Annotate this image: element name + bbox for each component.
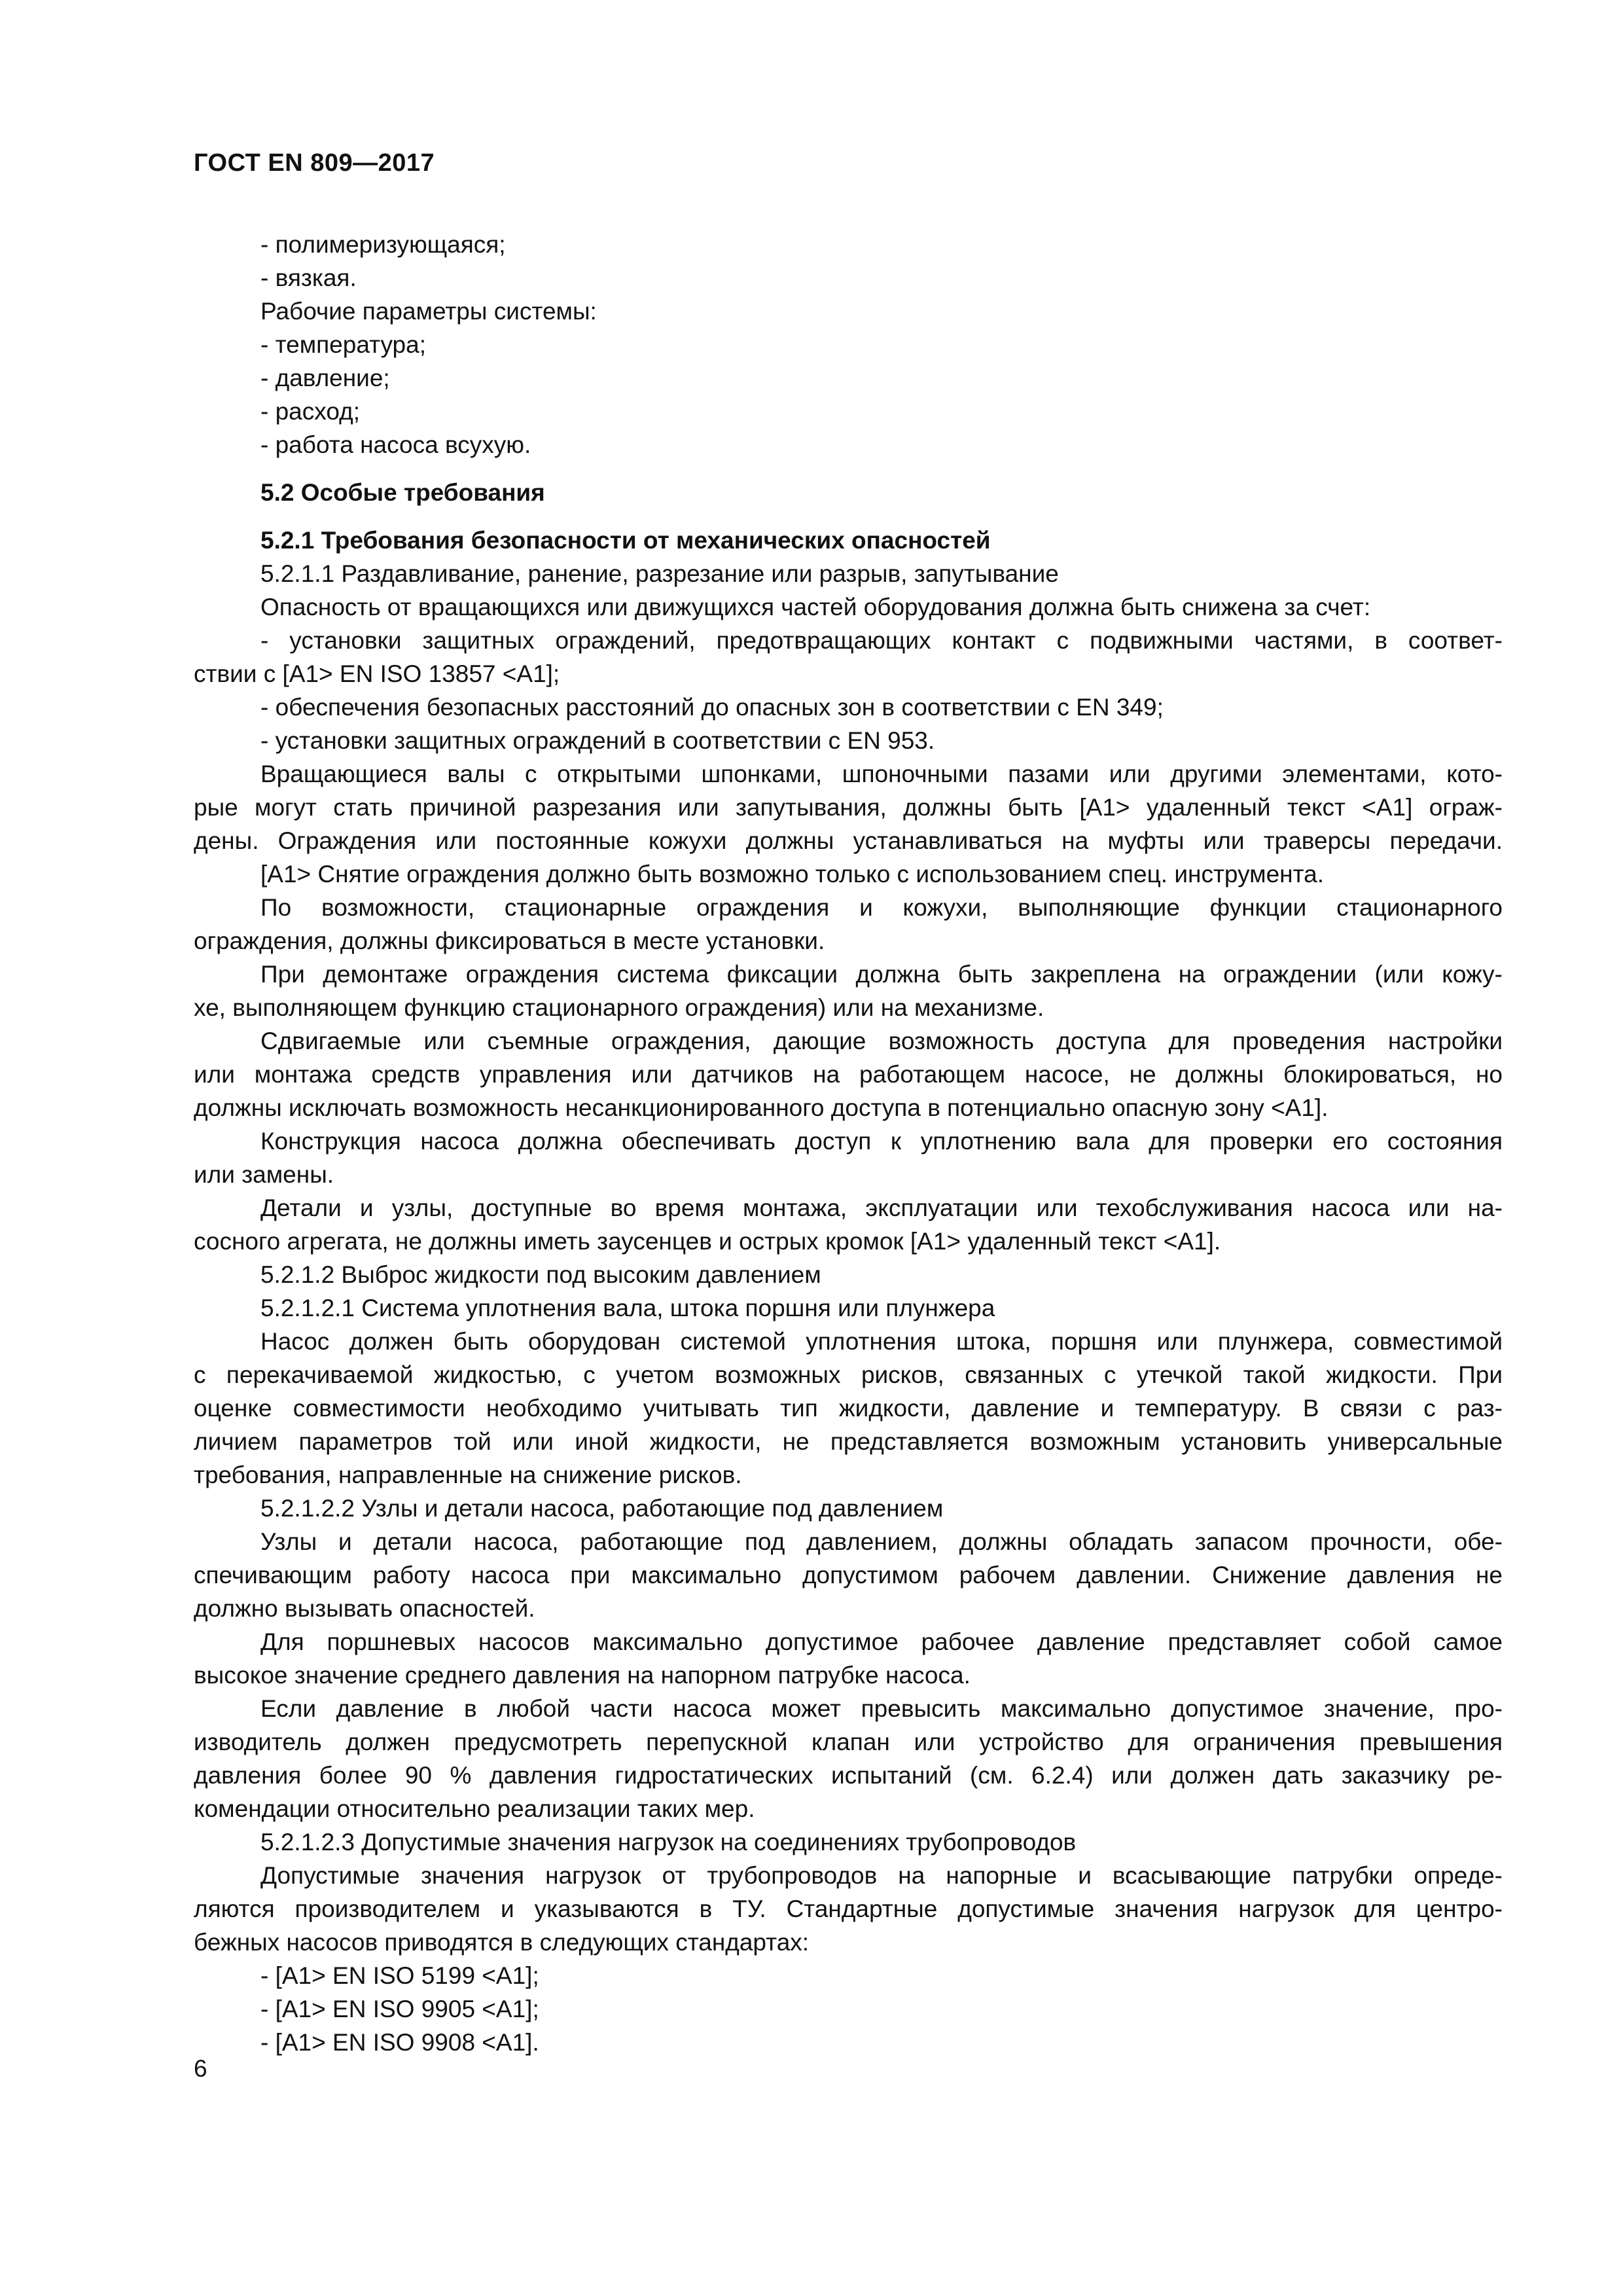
- paragraph-line: давления более 90 % давления гидростатических испытаний (см. 6.2.4) или должен дать заказчику ре-: [194, 1762, 1503, 1789]
- section-heading-5-2-1: 5.2.1 Требования безопасности от механических опасностей: [260, 527, 991, 554]
- paragraph-line: комендации относительно реализации таких мер.: [194, 1795, 755, 1822]
- document-body: [194, 228, 1503, 2059]
- paragraph-line: рые могут стать причиной разрезания или запутывания, должны быть [А1> удаленный текст <А1] ограж-: [194, 794, 1503, 821]
- list-item: - расход;: [260, 398, 360, 425]
- paragraph-line: ограждения, должны фиксироваться в месте установки.: [194, 927, 825, 954]
- paragraph-line: дены. Ограждения или постоянные кожухи должны устанавливаться на муфты или траверсы передачи.: [194, 827, 1503, 854]
- list-item: - установки защитных ограждений, предотвращающих контакт с подвижными частями, в соответ-: [260, 627, 1503, 654]
- paragraph-line: хе, выполняющем функцию стационарного ограждения) или на механизме.: [194, 994, 1044, 1021]
- list-item: - [А1> EN ISO 5199 <А1];: [260, 1962, 539, 1989]
- paragraph-line: бежных насосов приводятся в следующих стандартах:: [194, 1929, 810, 1956]
- paragraph-line: Рабочие параметры системы:: [260, 298, 597, 325]
- list-item: - обеспечения безопасных расстояний до опасных зон в соответствии с EN 349;: [260, 694, 1164, 721]
- paragraph-line: изводитель должен предусмотреть перепускной клапан или устройство для ограничения превышения: [194, 1729, 1503, 1755]
- list-item: - полимеризующаяся;: [260, 231, 506, 258]
- paragraph-line: должно вызывать опасностей.: [194, 1595, 535, 1622]
- subsection-heading: 5.2.1.1 Раздавливание, ранение, разрезание или разрыв, запутывание: [260, 560, 1059, 587]
- paragraph-line: высокое значение среднего давления на напорном патрубке насоса.: [194, 1662, 971, 1689]
- list-item: - установки защитных ограждений в соответствии с EN 953.: [260, 727, 935, 754]
- paragraph-line: спечивающим работу насоса при максимально допустимом рабочем давлении. Снижение давления не: [194, 1562, 1503, 1588]
- list-item: - вязкая.: [260, 264, 357, 291]
- paragraph-line: Допустимые значения нагрузок от трубопроводов на напорные и всасывающие патрубки опреде-: [260, 1862, 1503, 1889]
- section-heading-5-2: 5.2 Особые требования: [260, 479, 545, 506]
- paragraph-line: Для поршневых насосов максимально допустимое рабочее давление представляет собой самое: [260, 1628, 1503, 1655]
- paragraph-line: ствии с [А1> EN ISO 13857 <А1];: [194, 660, 560, 687]
- subsection-heading: 5.2.1.2 Выброс жидкости под высоким давлением: [260, 1261, 821, 1288]
- paragraph-line: сосного агрегата, не должны иметь заусенцев и острых кромок [А1> удаленный текст <А1].: [194, 1228, 1221, 1255]
- paragraph-line: или монтажа средств управления или датчиков на работающем насосе, не должны блокироваться, но: [194, 1061, 1503, 1088]
- subsection-heading: 5.2.1.2.2 Узлы и детали насоса, работающие под давлением: [260, 1495, 944, 1522]
- list-item: - работа насоса всухую.: [260, 431, 531, 458]
- paragraph-line: По возможности, стационарные ограждения и кожухи, выполняющие функции стационарного: [260, 894, 1503, 921]
- paragraph-line: Вращающиеся валы с открытыми шпонками, шпоночными пазами или другими элементами, кото-: [260, 761, 1503, 787]
- paragraph-line: Опасность от вращающихся или движущихся частей оборудования должна быть снижена за счет:: [260, 594, 1371, 620]
- subsection-heading: 5.2.1.2.1 Система уплотнения вала, штока поршня или плунжера: [260, 1295, 995, 1321]
- list-item: - [А1> EN ISO 9905 <А1];: [260, 1996, 539, 2022]
- list-item: - давление;: [260, 365, 390, 391]
- page-number: 6: [194, 2055, 207, 2082]
- paragraph-line: должны исключать возможность несанкционированного доступа в потенциально опасную зону <А1].: [194, 1094, 1329, 1121]
- paragraph-line: Узлы и детали насоса, работающие под давлением, должны обладать запасом прочности, обе-: [260, 1528, 1503, 1555]
- paragraph-line: ляются производителем и указываются в ТУ. Стандартные допустимые значения нагрузок для центро-: [194, 1895, 1503, 1922]
- paragraph-line: требования, направленные на снижение рисков.: [194, 1462, 742, 1488]
- paragraph-line: личием параметров той или иной жидкости, не представляется возможным установить универсальные: [194, 1428, 1503, 1455]
- subsection-heading: 5.2.1.2.3 Допустимые значения нагрузок на соединениях трубопроводов: [260, 1829, 1077, 1856]
- paragraph-line: с перекачиваемой жидкостью, с учетом возможных рисков, связанных с утечкой такой жидкости. При: [194, 1361, 1503, 1388]
- paragraph-line: Конструкция насоса должна обеспечивать доступ к уплотнению вала для проверки его состояния: [260, 1128, 1503, 1155]
- paragraph-line: При демонтаже ограждения система фиксации должна быть закреплена на ограждении (или кожу-: [260, 961, 1503, 988]
- paragraph-line: Детали и узлы, доступные во время монтажа, эксплуатации или техобслуживания насоса или на-: [260, 1194, 1503, 1221]
- list-item: - [А1> EN ISO 9908 <А1].: [260, 2029, 539, 2056]
- paragraph-line: оценке совместимости необходимо учитывать тип жидкости, давление и температуру. В связи с раз-: [194, 1395, 1503, 1422]
- list-item: - температура;: [260, 331, 426, 358]
- paragraph-line: Сдвигаемые или съемные ограждения, дающие возможность доступа для проведения настройки: [260, 1028, 1503, 1054]
- document-header: ГОСТ EN 809—2017: [194, 149, 435, 177]
- paragraph-line: Если давление в любой части насоса может превысить максимально допустимое значение, про-: [260, 1695, 1503, 1722]
- paragraph-line: [А1> Снятие ограждения должно быть возможно только с использованием спец. инструмента.: [260, 861, 1325, 888]
- paragraph-line: или замены.: [194, 1161, 334, 1188]
- paragraph-line: Насос должен быть оборудован системой уплотнения штока, поршня или плунжера, совместимой: [260, 1328, 1503, 1355]
